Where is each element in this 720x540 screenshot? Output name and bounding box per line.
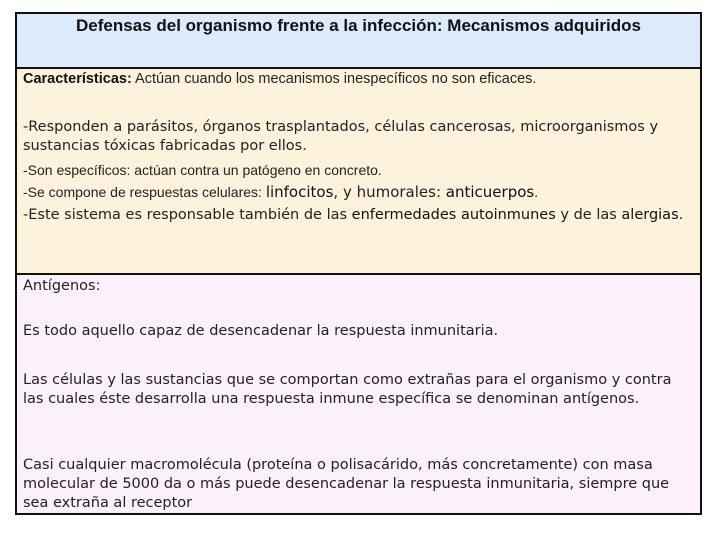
characteristics-point-2: -Son específicos: actúan contra un patógeno en concreto. [23,162,382,178]
antigens-paragraph-3: Casi cualquier macromolécula (proteína o polisacárido, más concretamente) con masa molecular de 5000 da o más puede desencadenar la respuesta inmunitaria, siempre que sea extraña al receptor [23,457,670,511]
characteristics-point-3 [23,184,690,200]
antigens-section [17,275,700,513]
term-anticuerpos: anticuerpos [445,183,535,201]
slide-title: Defensas del organismo frente a la infección: Mecanismos adquiridos [76,16,641,35]
characteristics-intro-text: Actúan cuando los mecanismos inespecíficos no son eficaces. [131,71,537,87]
point-3-end: . [534,184,539,200]
term-alergias: alergias [621,207,679,223]
term-linfocitos: linfocitos [265,183,334,201]
point-4-mid: y de las [555,207,622,223]
antigens-label: Antígenos: [23,278,101,294]
term-enfermedades-autoinmunes: enfermedades autoinmunes [351,207,556,223]
title-section [17,14,700,69]
characteristics-point-4 [23,206,690,225]
point-3-mid: , y humorales: [333,183,446,201]
characteristics-point-1: -Responden a parásitos, órganos trasplantados, células cancerosas, microorganismos y sustancias tóxicas fabricadas por ellos. [23,119,659,154]
characteristics-section [17,69,700,275]
antigens-paragraph-1: Es todo aquello capaz de desencadenar la respuesta inmunitaria. [23,323,499,339]
point-4-lead: -Este sistema es responsable también de las [23,207,352,223]
characteristics-intro [23,71,690,87]
point-3-lead: -Se compone de respuestas celulares: [23,184,266,200]
slide-frame [15,12,702,515]
point-4-end: . [678,207,684,223]
characteristics-label: Características: [23,71,132,87]
antigens-paragraph-2: Las células y las sustancias que se comportan como extrañas para el organismo y contra las cuales éste desarrolla una respuesta inmune específica se denominan antígenos. [23,372,672,407]
